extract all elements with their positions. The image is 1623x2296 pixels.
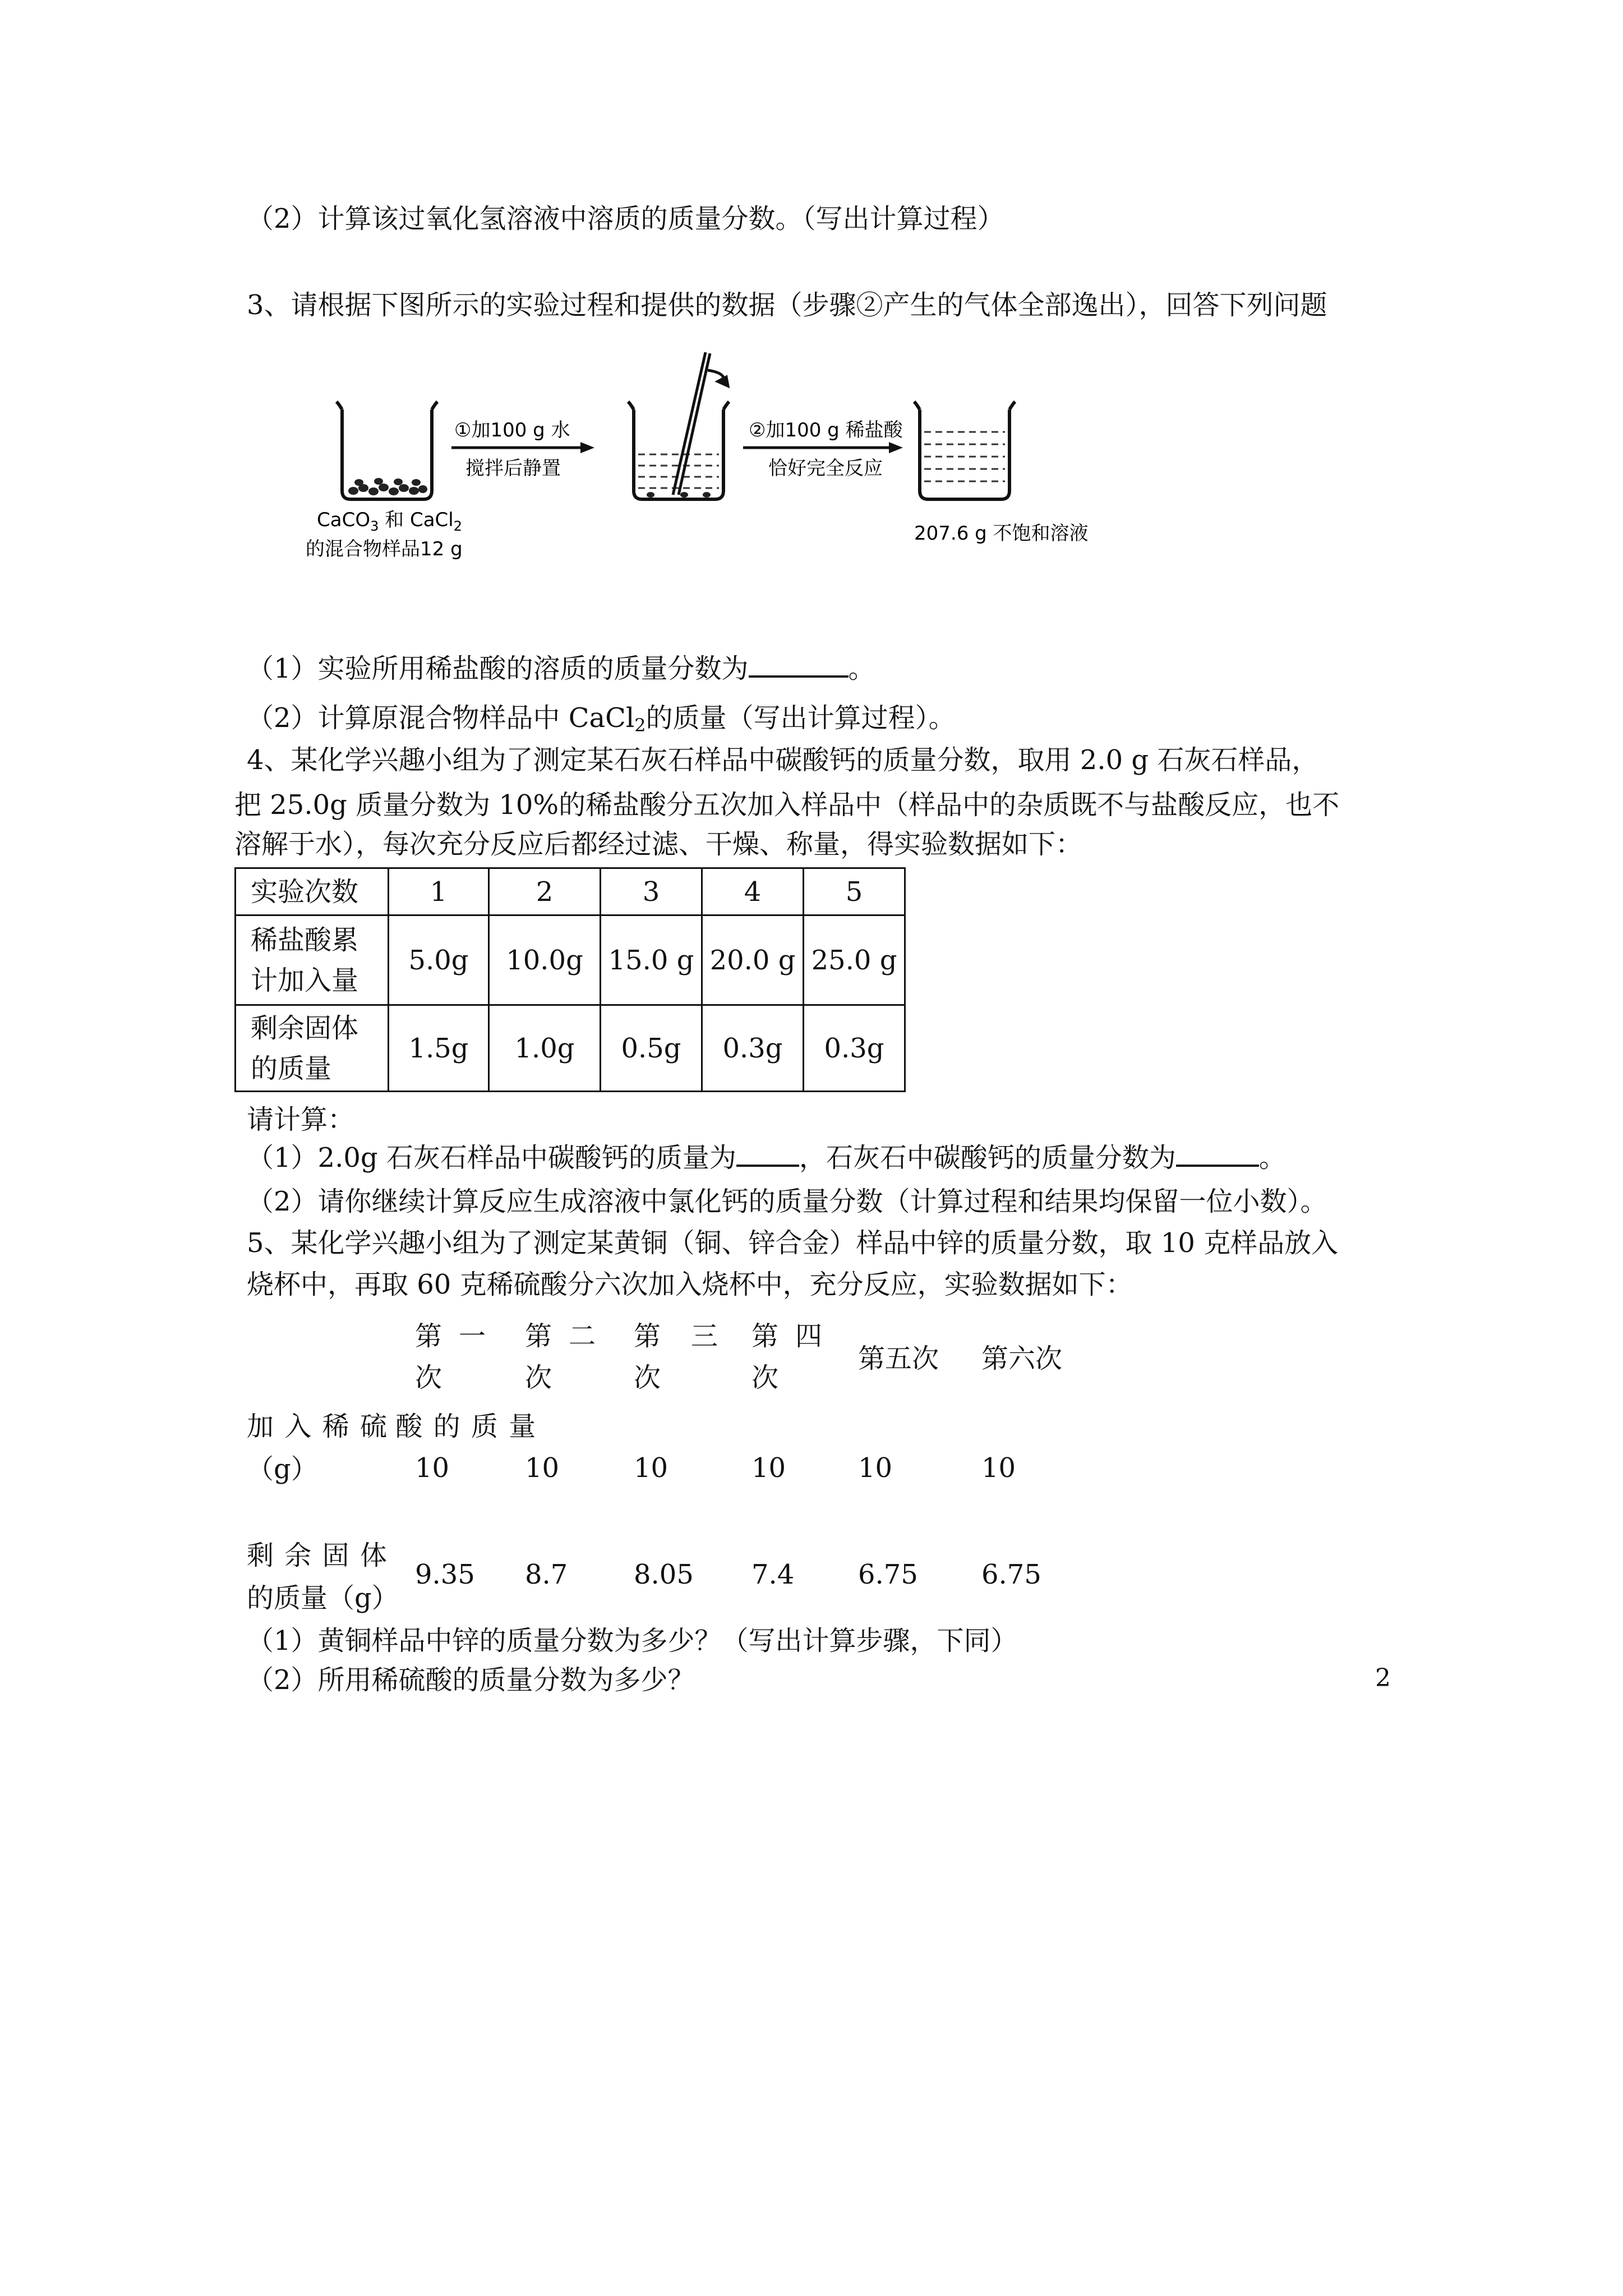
q4-stem-1: 4、某化学兴趣小组为了测定某石灰石样品中碳酸钙的质量分数，取用 2.0 g 石灰石样品， (247, 744, 1319, 776)
q5-row2-value: 6.75 (981, 1559, 1041, 1590)
q5-row1-label: 加入稀硫 酸的质量 （g） (247, 1411, 536, 1485)
q4-please-calc: 请计算： (247, 1104, 355, 1135)
q5-header-1: 第 一 次 (415, 1320, 486, 1393)
q5-header-4: 第 四 次 (751, 1320, 822, 1393)
q5-header-3: 第 三 次 (634, 1320, 718, 1393)
table-row (236, 868, 905, 915)
beaker-3 (914, 402, 1015, 499)
q4-part2: （2）请你继续计算反应生成溶液中氯化钙的质量分数（计算过程和结果均保留一位小数）。 (247, 1186, 1327, 1217)
table-cell: 2 (489, 868, 601, 915)
stirring-rod (673, 352, 728, 495)
q3-part1: （1）实验所用稀盐酸的溶质的质量分数为 。 (247, 651, 875, 685)
q5-row1-value: 10 (981, 1452, 1016, 1484)
q5-part1: （1）黄铜样品中锌的质量分数为多少？（写出计算步骤，下同） (247, 1625, 1018, 1657)
table-cell: 1.5g (389, 1005, 489, 1092)
q5-header-2: 第 二 次 (525, 1320, 596, 1393)
step1-label: ①加100 g 水 (454, 419, 570, 441)
answer-blank[interactable] (1176, 1140, 1259, 1167)
q5-row2-value: 6.75 (858, 1559, 918, 1590)
sample-caption-2: 的混合物样品12 g (306, 538, 463, 560)
q2-part2: （2）计算该过氧化氢溶液中溶质的质量分数。（写出计算过程） (247, 203, 1004, 234)
table-cell: 10.0g (489, 915, 601, 1005)
q5-row2-value: 7.4 (751, 1559, 795, 1590)
table-cell: 4 (702, 868, 804, 915)
q4-stem-2: 把 25.0g 质量分数为 10%的稀盐酸分五次加入样品中（样品中的杂质既不与盐酸反应，也不 (234, 789, 1340, 821)
q5-part2: （2）所用稀硫酸的质量分数为多少？ (247, 1664, 695, 1696)
step2-note: 恰好完全反应 (768, 457, 883, 480)
table-cell: 1.0g (489, 1005, 601, 1092)
table-cell: 15.0 g (601, 915, 702, 1005)
table-cell: 25.0 g (804, 915, 905, 1005)
q5-stem-2: 烧杯中，再取 60 克稀硫酸分六次加入烧杯中，充分反应，实验数据如下： (247, 1269, 1133, 1300)
solid-sample (348, 478, 427, 495)
q4-part1: （1）2.0g 石灰石样品中碳酸钙的质量为 ，石灰石中碳酸钙的质量分数为 。 (247, 1140, 1286, 1175)
step1-note: 搅拌后静置 (465, 457, 561, 480)
q4-data-table (234, 867, 906, 1092)
q5-row1-value: 10 (858, 1452, 893, 1484)
table-cell: 稀盐酸累 计加入量 (236, 915, 389, 1005)
page-number: 2 (1375, 1664, 1391, 1692)
answer-blank[interactable] (736, 1140, 799, 1167)
arrow-2 (743, 442, 903, 453)
q5-header-6: 第六次 (981, 1343, 1063, 1374)
q4-stem-3: 溶解于水），每次充分反应后都经过滤、干燥、称量，得实验数据如下： (234, 829, 1083, 860)
table-cell: 5.0g (389, 915, 489, 1005)
q3-part2: （2）计算原混合物样品中 CaCl$_2$的质量（写出计算过程）。 (247, 702, 956, 736)
q5-row2-value: 9.35 (415, 1559, 475, 1590)
q5-row2-label: 剩余固体 的质量（g） (247, 1540, 399, 1614)
q5-row1-value: 10 (525, 1452, 560, 1484)
step2-label: ②加100 g 稀盐酸 (749, 419, 903, 441)
q5-header-5: 第五次 (858, 1343, 939, 1374)
q5-row1-value: 10 (634, 1452, 668, 1484)
table-cell: 1 (389, 868, 489, 915)
table-cell: 0.3g (702, 1005, 804, 1092)
table-cell: 5 (804, 868, 905, 915)
q5-row2-value: 8.7 (525, 1559, 568, 1590)
table-cell: 实验次数 (236, 868, 389, 915)
result-caption: 207.6 g 不饱和溶液 (914, 522, 1089, 545)
table-cell: 剩余固体 的质量 (236, 1005, 389, 1092)
table-cell: 0.3g (804, 1005, 905, 1092)
solution-lines-3 (924, 432, 1005, 481)
arrow-1 (451, 442, 594, 453)
beaker-2 (628, 402, 729, 499)
table-row (236, 915, 905, 1005)
table-row (236, 1005, 905, 1092)
q5-stem-1: 5、某化学兴趣小组为了测定某黄铜（铜、锌合金）样品中锌的质量分数，取 10 克样品放入 (247, 1227, 1339, 1259)
q5-row2-value: 8.05 (634, 1559, 694, 1590)
q3-stem: 3、请根据下图所示的实验过程和提供的数据（步骤②产生的气体全部逸出），回答下列问题 (247, 289, 1327, 321)
table-cell: 3 (601, 868, 702, 915)
table-cell: 20.0 g (702, 915, 804, 1005)
sample-caption-1: CaCO$_3$ 和 CaCl$_2$ (317, 509, 463, 534)
q5-row1-value: 10 (751, 1452, 786, 1484)
answer-blank[interactable] (749, 651, 849, 678)
q5-row1-value: 10 (415, 1452, 450, 1484)
experiment-diagram (292, 348, 1133, 572)
table-cell: 0.5g (601, 1005, 702, 1092)
